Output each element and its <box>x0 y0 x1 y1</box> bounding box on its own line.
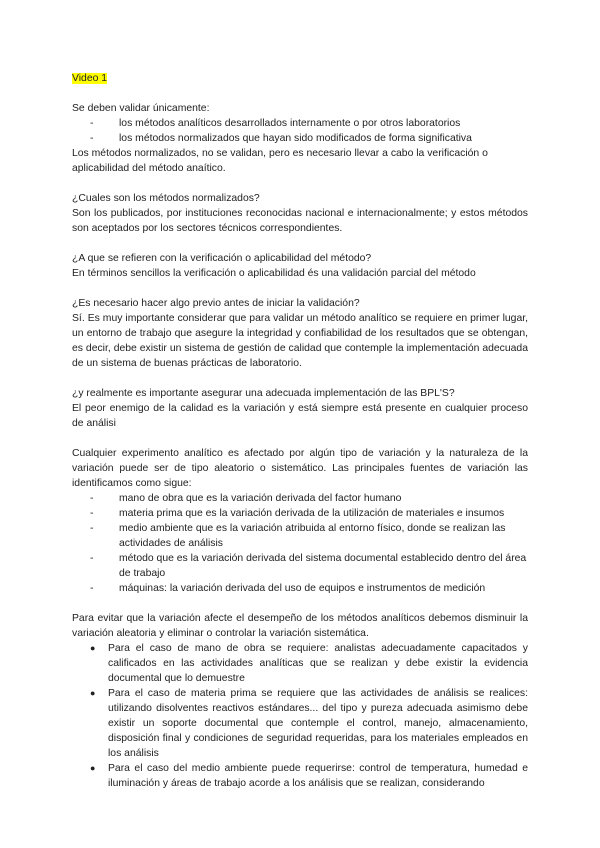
list-item: ● Para el caso del medio ambiente puede requerirse: control de temperatura, humedad e iluminación y áreas de trabajo acorde a los análisis que se realizan, considerando <box>90 763 528 789</box>
q4-question: ¿y realmente es importante asegurar una adecuada implementación de las BPL'S? <box>72 388 455 399</box>
highlighted-title: Video 1 <box>72 73 108 84</box>
s1-intro: Se deben validar únicamente: <box>72 103 210 114</box>
dash-bullet-icon: - <box>90 133 94 144</box>
dash-bullet-icon: - <box>90 493 94 504</box>
spacer <box>72 596 528 611</box>
q2-answer: En términos sencillos la verificación o aplicabilidad és una validación parcial del método <box>72 268 476 279</box>
validation-list <box>72 116 528 146</box>
list-item: - método que es la variación derivada del sistema documental establecido dentro del área de trabajo <box>90 553 527 579</box>
bullet-dot-icon: ● <box>90 688 96 698</box>
list-item: - los métodos normalizados que hayan sido modificados de forma significativa <box>90 133 472 144</box>
dash-bullet-icon: - <box>90 523 94 534</box>
bullet-dot-icon: ● <box>90 643 96 653</box>
q1-question: ¿Cuales son los métodos normalizados? <box>72 193 260 204</box>
list-item: - máquinas: la variación derivada del uso de equipos e instrumentos de medición <box>90 583 486 594</box>
list-item: ● Para el caso de materia prima se requiere que las actividades de análisis se realices: utilizando disolventes reactivos estándares... del tipo y pureza adecuada asimismo debe existir un soporte documental que contemple el control, manejo, almacenamiento, disposición final y condiciones de seguridad requeridas, para los materiales empleados en los análisis <box>90 688 528 759</box>
dash-bullet-icon: - <box>90 553 94 564</box>
s2-intro: Cualquier experimento analítico es afectado por algún tipo de variación y la naturaleza de la variación puede ser de tipo aleatorio o sistemático. Las principales fuentes de variación las identificamos como sigue: <box>72 448 528 489</box>
q1-answer: Son los publicados, por instituciones reconocidas nacional e internacionalmente; y estos métodos son aceptados por los sectores técnicos correspondientes. <box>72 208 528 234</box>
spacer <box>72 176 528 191</box>
spacer <box>72 236 528 251</box>
doc-title <box>72 71 528 86</box>
spacer <box>72 431 528 446</box>
spacer <box>72 371 528 386</box>
q4-answer: El peor enemigo de la calidad es la variación y está siempre está presente en cualquier proceso de análisi <box>72 403 528 429</box>
s1-outro: Los métodos normalizados, no se validan, pero es necesario llevar a cabo la verificación o aplicabilidad del método anaítico. <box>72 148 488 174</box>
variation-sources-list <box>72 491 528 596</box>
q2-question: ¿A que se refieren con la verificación o aplicabilidad del método? <box>72 253 372 264</box>
list-item: ● Para el caso de mano de obra se requiere: analistas adecuadamente capacitados y calificados en las actividades analíticas que se realizan y debe existir la evidencia documental que lo demuestre <box>90 643 528 684</box>
q3-answer: Sí. Es muy importante considerar que para validar un método analítico se requiere en primer lugar, un entorno de trabajo que asegure la integridad y confiabilidad de los resultados que se obtengan, es decir, debe existir un sistema de gestión de calidad que contemple la implementación adecuada de un sistema de buenas prácticas de laboratorio. <box>72 313 528 369</box>
list-item: - medio ambiente que es la variación atribuida al entorno físico, donde se realizan las actividades de análisis <box>90 523 506 549</box>
spacer <box>72 281 528 296</box>
dash-bullet-icon: - <box>90 508 94 519</box>
list-item: - los métodos analíticos desarrollados internamente o por otros laboratorios <box>90 118 461 129</box>
s3-intro: Para evitar que la variación afecte el desempeño de los métodos analíticos debemos disminuir la variación aleatoria y eliminar o controlar la variación sistemática. <box>72 613 528 639</box>
q3-question: ¿Es necesario hacer algo previo antes de iniciar la validación? <box>72 298 360 309</box>
spacer <box>72 86 528 101</box>
document-page <box>72 71 528 791</box>
list-item: - mano de obra que es la variación derivada del factor humano <box>90 493 402 504</box>
dash-bullet-icon: - <box>90 118 94 129</box>
dash-bullet-icon: - <box>90 583 94 594</box>
bullet-dot-icon: ● <box>90 763 96 773</box>
control-measures-list <box>72 641 528 791</box>
list-item: - materia prima que es la variación derivada de la utilización de materiales e insumos <box>90 508 505 519</box>
